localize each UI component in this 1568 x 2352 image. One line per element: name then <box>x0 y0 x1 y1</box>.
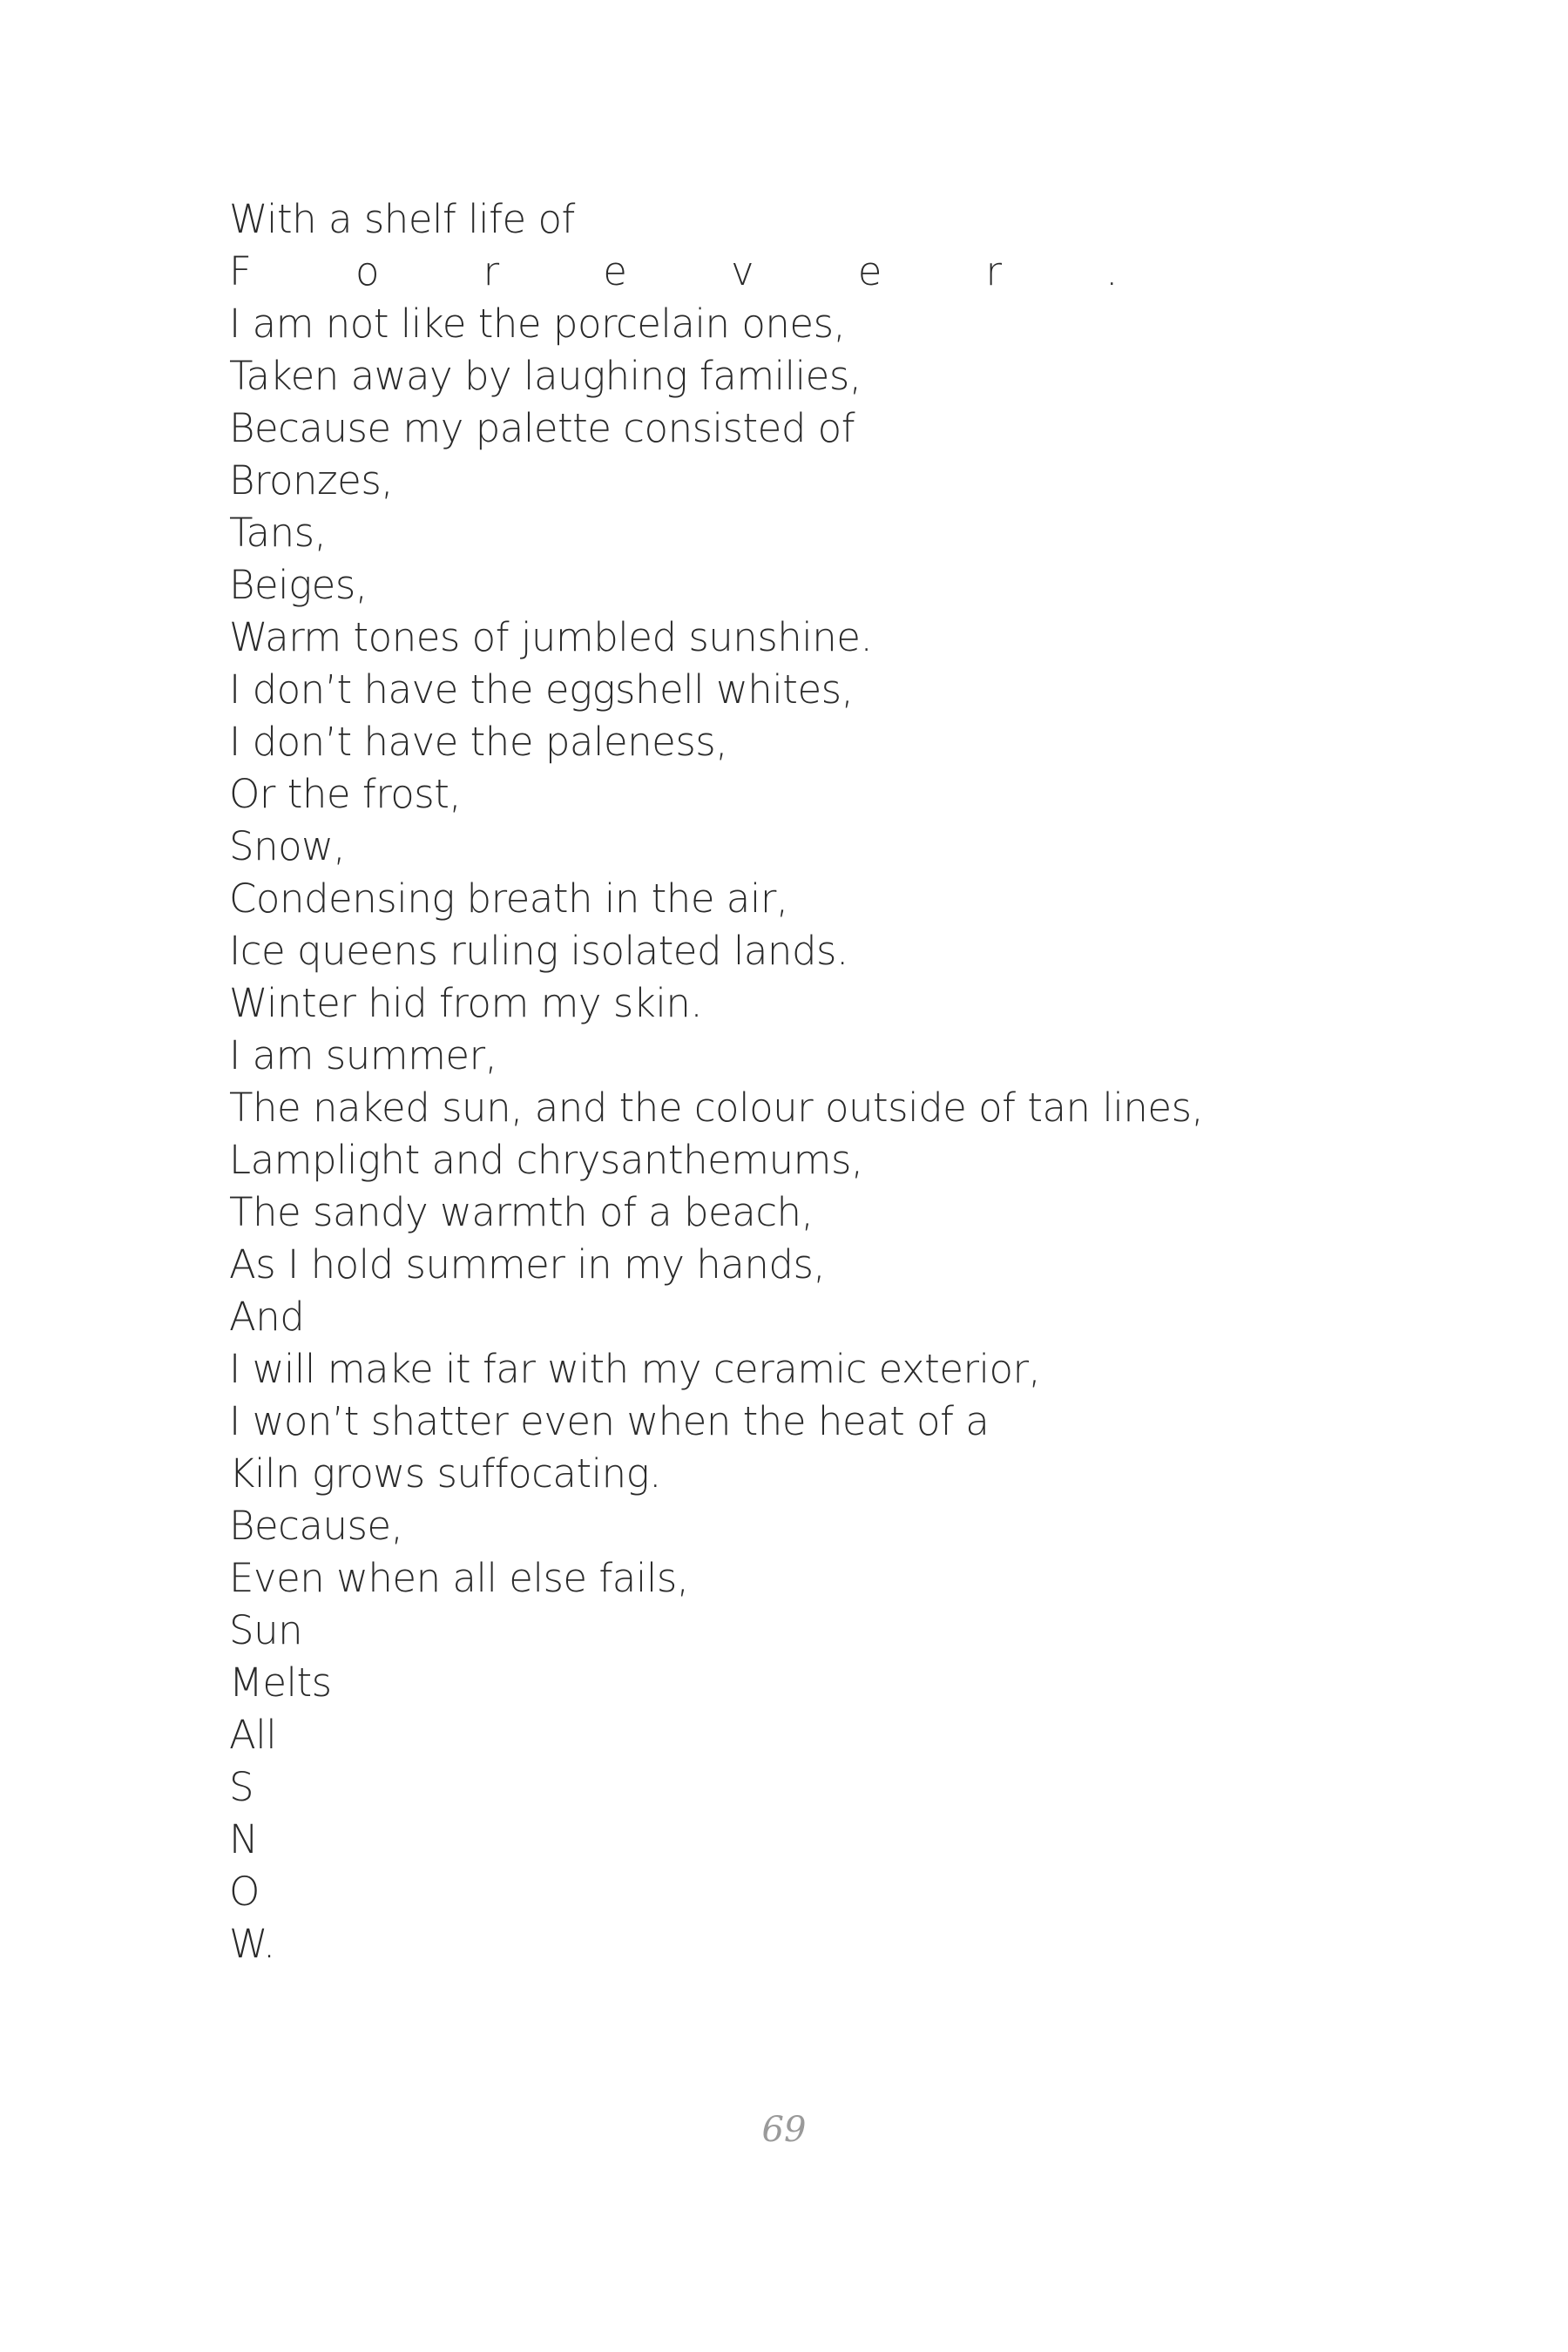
poem-line: Taken away by laughing families, <box>229 353 862 399</box>
poem-line: Or the frost, <box>229 771 462 817</box>
poem-line-spaced-forever <box>229 246 1118 298</box>
poem-line: I won’t shatter even when the heat of a <box>229 1398 990 1444</box>
spaced-letter: r <box>483 248 499 294</box>
poem-line: The naked sun, and the colour outside of tan lines, <box>229 1085 1204 1131</box>
poem-line: O <box>229 1869 260 1915</box>
poem-line: Even when all else fails, <box>229 1555 689 1601</box>
page-number: 69 <box>761 2110 807 2150</box>
poem-line: I am not like the porcelain ones, <box>229 301 846 347</box>
poem-line: Warm tones of jumbled sunshine. <box>229 614 873 660</box>
poem-line: Bronzes, <box>229 457 394 504</box>
poem-line: W. <box>229 1921 275 1967</box>
poem-line: Beiges, <box>229 562 368 608</box>
poem-line: Condensing breath in the air, <box>229 875 788 922</box>
poem-line: Tans, <box>229 510 327 556</box>
spaced-letter: e <box>603 248 627 294</box>
poem-line: S <box>229 1764 254 1810</box>
poem-line: The sandy warmth of a beach, <box>229 1189 814 1235</box>
poem-line: Because my palette consisted of <box>229 405 855 451</box>
spaced-letter: e <box>857 248 882 294</box>
spaced-letter: . <box>1105 248 1118 294</box>
poem-line: Snow, <box>229 823 346 869</box>
poem-line: N <box>229 1816 259 1862</box>
poem-line: Winter hid from my skin. <box>229 980 703 1026</box>
poem-line: Kiln grows suffocating. <box>229 1450 661 1497</box>
poem-line: And <box>229 1294 305 1340</box>
poem-body <box>229 193 1362 1970</box>
poem-line: I don’t have the eggshell whites, <box>229 666 854 713</box>
spaced-letter: v <box>731 248 754 294</box>
poem-line: I don’t have the paleness, <box>229 719 728 765</box>
poem-line: I am summer, <box>229 1032 497 1078</box>
poem-line: As I hold summer in my hands, <box>229 1241 826 1288</box>
poem-line: I will make it far with my ceramic exterior, <box>229 1346 1041 1392</box>
poem-line: Melts <box>229 1659 332 1706</box>
spaced-letter: r <box>985 248 1002 294</box>
poem-line: Lamplight and chrysanthemums, <box>229 1137 863 1183</box>
poem-line: Ice queens ruling isolated lands. <box>229 928 848 974</box>
poem-line: Sun <box>229 1607 303 1653</box>
poem-line: Because, <box>229 1503 403 1549</box>
poem-line: All <box>229 1712 277 1758</box>
spaced-letter: F <box>229 248 252 294</box>
spaced-letter: o <box>355 248 380 294</box>
poem-line: With a shelf life of <box>229 196 575 242</box>
